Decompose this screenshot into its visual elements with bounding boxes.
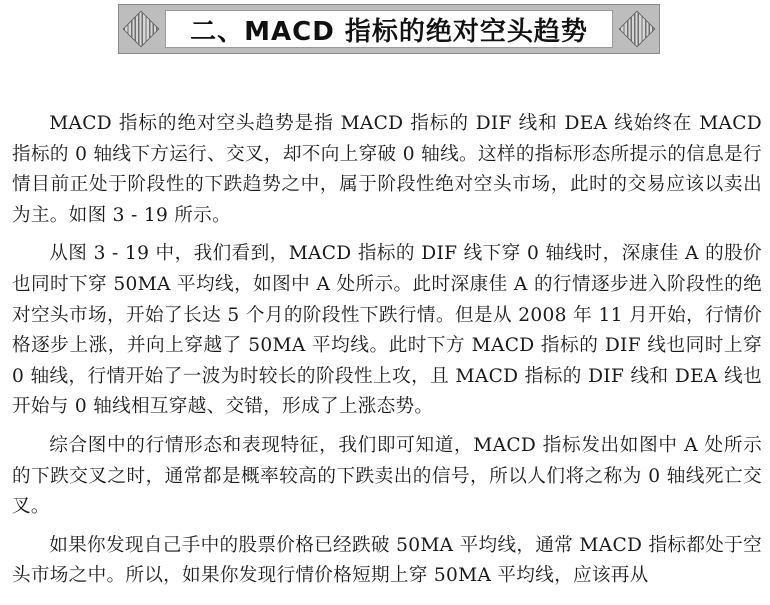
section-title-banner	[118, 4, 660, 54]
paragraph: 从图 3 - 19 中，我们看到，MACD 指标的 DIF 线下穿 0 轴线时，深康佳 A 的股价也同时下穿 50MA 平均线，如图中 A 处所示。此时深康佳 A 的行情逐步进入阶段性的绝对空头市场，开始了长达 5 个月的阶段性下跌行情。但是从 2008 年 11 月开始，行情价格逐步上涨，并向上穿越了 50MA 平均线。此时下方 MACD 指标的 DIF 线也同时上穿 0 轴线，行情开始了一波为时较长的阶段性上攻，且 MACD 指标的 DIF 线和 DEA 线也开始与 0 轴线相互穿越、交错，形成了上涨态势。	[12, 243, 762, 418]
paragraph: 如果你发现自己手中的股票价格已经跌破 50MA 平均线，通常 MACD 指标都处于空头市场之中。所以，如果你发现行情价格短期上穿 50MA 平均线，应该再从	[12, 534, 762, 587]
paragraph: 综合图中的行情形态和表现特征，我们即可知道，MACD 指标发出如图中 A 处所示的下跌交叉之时，通常都是概率较高的下跌卖出的信号，所以人们将之称为 0 轴线死亡交叉。	[12, 434, 762, 518]
article-body	[12, 109, 762, 600]
section-title: 二、MACD 指标的绝对空头趋势	[190, 16, 588, 47]
diamond-ornament-icon	[123, 11, 160, 48]
diamond-ornament-icon	[619, 11, 656, 48]
paragraph: MACD 指标的绝对空头趋势是指 MACD 指标的 DIF 线和 DEA 线始终在 MACD 指标的 0 轴线下方运行、交叉，却不向上穿破 0 轴线。这样的指标形态所提示的信息是行情目前正处于阶段性的下跌趋势之中，属于阶段性绝对空头市场，此时的交易应该以卖出为主。如图 3 - 19 所示。	[12, 113, 762, 226]
section-title-box	[165, 10, 613, 48]
